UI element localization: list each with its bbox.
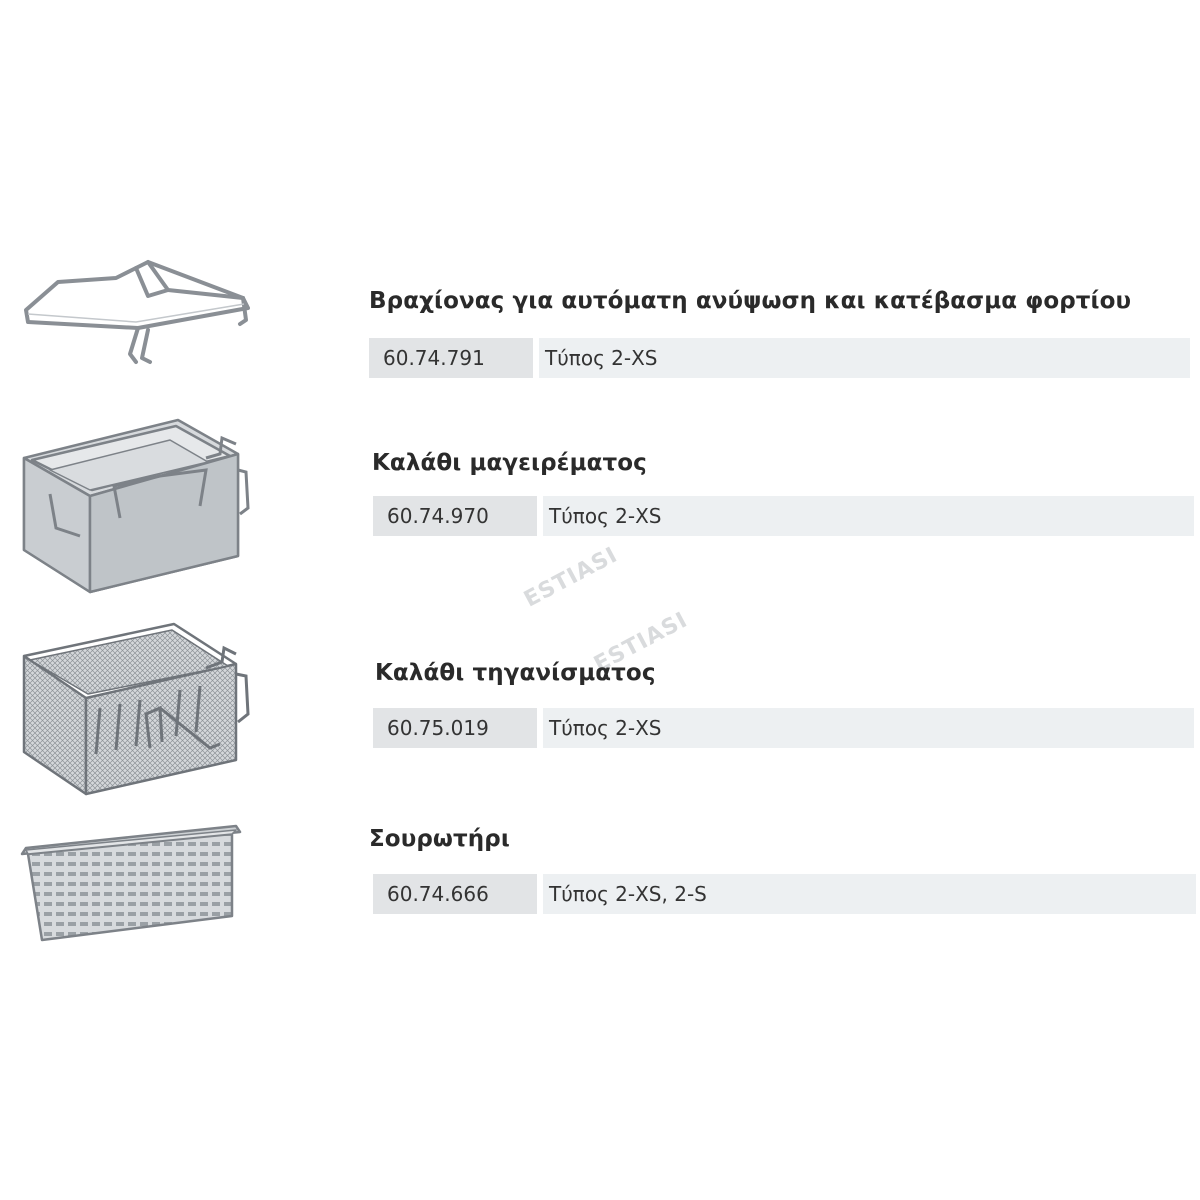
frying-basket-icon xyxy=(10,618,255,803)
item-code: 60.74.970 xyxy=(373,496,537,536)
item-code: 60.75.019 xyxy=(373,708,537,748)
item-type: Τύπος 2-XS xyxy=(543,708,1194,748)
watermark: ESTIASI xyxy=(590,607,693,678)
cooking-basket-icon xyxy=(10,410,255,600)
item-row xyxy=(373,708,1194,748)
item-title: Καλάθι τηγανίσματος xyxy=(375,660,656,686)
item-title: Καλάθι μαγειρέματος xyxy=(372,450,647,476)
item-row xyxy=(373,496,1194,536)
lifting-arm-icon xyxy=(18,250,258,375)
item-code: 60.74.666 xyxy=(373,874,537,914)
item-row xyxy=(369,338,1190,378)
item-type: Τύπος 2-XS, 2-S xyxy=(543,874,1196,914)
item-title: Βραχίονας για αυτόματη ανύψωση και κατέβασμα φορτίου xyxy=(369,288,1132,314)
item-code: 60.74.791 xyxy=(369,338,533,378)
item-title: Σουρωτήρι xyxy=(369,826,510,852)
strainer-icon xyxy=(18,820,248,945)
item-row xyxy=(373,874,1196,914)
item-type: Τύπος 2-XS xyxy=(543,496,1194,536)
watermark: ESTIASI xyxy=(520,542,623,613)
item-type: Τύπος 2-XS xyxy=(539,338,1190,378)
